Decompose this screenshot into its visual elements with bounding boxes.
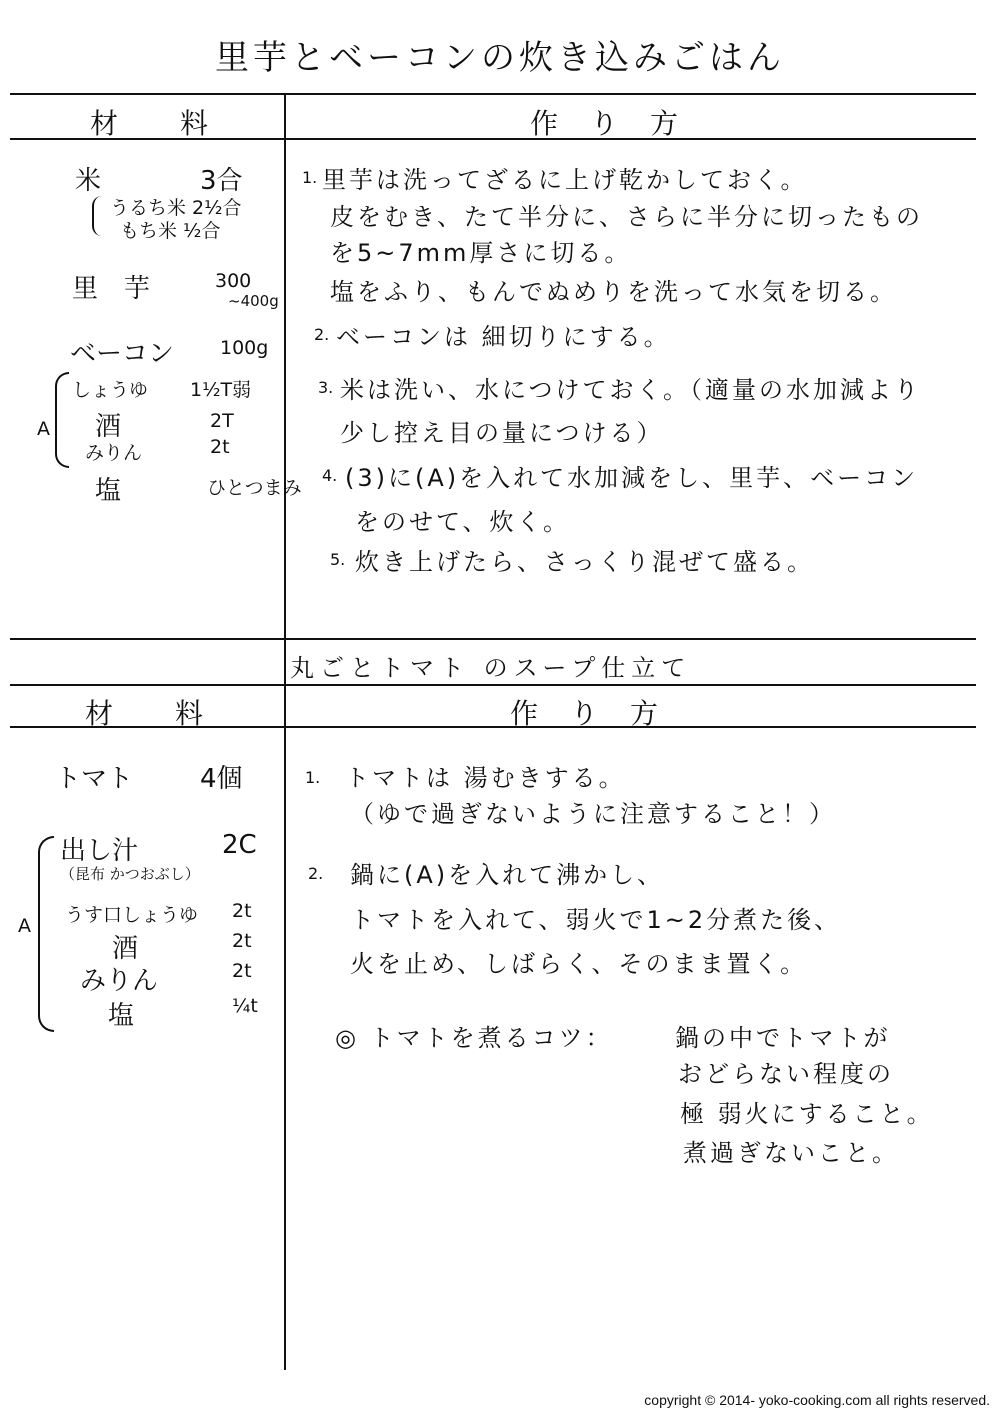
ingredient-name: 出し汁 [60,836,139,866]
group-label: A [37,418,50,440]
ingredient-amount: 2C [222,830,257,860]
step-number: 2. [308,864,324,883]
ingredient-name: みりん [85,442,143,464]
step-line: 里芋は洗ってざるに上げ乾かしておく。 [322,166,808,194]
tip-line: 煮過ぎないこと。 [683,1139,899,1167]
ingredient-amount: 3合 [200,166,243,196]
step-line: 鍋に(A)を入れて沸かし、 [350,861,665,889]
ingredient-name: 酒 [112,934,139,964]
recipe1-title: 里芋とベーコンの炊き込みごはん [215,38,785,78]
ingredient-name: しょうゆ [72,379,149,401]
ingredient-name: 酒 [95,412,122,442]
divider [10,93,976,95]
step-line: をのせて、炊く。 [355,508,571,536]
step-line: トマトを入れて、弱火で1~2分煮た後、 [350,906,842,934]
step-line: 米は洗い、水につけておく。（適量の水加減より [340,376,922,404]
divider [10,684,976,686]
step-line: トマトは 湯むきする。 [345,764,626,792]
ingredient-amount: 2t [232,900,252,922]
step-line: (3)に(A)を入れて水加減をし、里芋、ベーコン [345,464,919,492]
ingredient-amount: 2t [232,930,252,952]
ingredient-name: みりん [80,966,159,996]
step-number: 1. [302,168,318,187]
method-header: 作 り 方 [510,697,661,730]
tip-label: ◎ トマトを煮るコツ： [335,1024,613,1052]
ingredients-header: 材 料 [85,697,206,730]
tip-line: おどらない程度の [678,1060,894,1088]
ingredient-sub: うるち米 2½合 [110,197,242,219]
ingredient-amount: 2t [210,436,230,458]
brace [38,836,54,1032]
step-line: を5~7mm厚さに切る。 [330,239,632,267]
step-line: （ゆで過ぎないように注意すること！） [350,800,836,828]
tip-line: 鍋の中でトマトが [675,1024,891,1052]
step-line: 炊き上げたら、さっくり混ぜて盛る。 [355,548,814,576]
ingredient-amount: 2t [232,960,252,982]
ingredient-name: トマト [55,764,134,794]
section-divider [10,638,976,640]
ingredient-amount: 300 [215,270,252,292]
step-line: ベーコンは 細切りにする。 [336,323,671,351]
step-number: 1. [305,768,321,787]
ingredients-header: 材 料 [90,107,211,140]
ingredient-name: 塩 [95,476,122,506]
ingredient-name: 塩 [108,1001,135,1031]
group-label: A [18,915,31,937]
ingredient-amount: ひとつまみ [207,477,302,499]
ingredient-note: （昆布 かつおぶし） [60,865,200,883]
column-divider [284,640,286,1370]
ingredient-amount: ~400g [228,292,279,310]
ingredient-amount: 100g [220,337,269,359]
step-line: 火を止め、しばらく、そのまま置く。 [350,950,808,978]
bracket [92,196,104,236]
step-line: 塩をふり、もんでぬめりを洗って水気を切る。 [330,278,897,306]
ingredient-name: ベーコン [70,339,175,369]
ingredient-amount: ¼t [232,995,258,1017]
method-header: 作 り 方 [530,107,681,140]
ingredient-amount: 2T [210,410,234,432]
step-number: 4. [322,466,338,485]
step-line: 少し控え目の量につける） [340,419,664,447]
ingredient-name: うす口しょうゆ [65,904,199,926]
column-divider [284,93,286,640]
tip-line: 極 弱火にすること。 [680,1100,934,1128]
ingredient-amount: 1½T弱 [190,379,252,401]
ingredient-sub: もち米 ½合 [120,220,221,242]
step-line: 皮をむき、たて半分に、さらに半分に切ったもの [330,203,924,231]
recipe2-title: 丸ごとトマト のスープ仕立て [290,654,692,682]
step-number: 2. [314,325,330,344]
step-number: 5. [330,550,346,569]
copyright-footer: copyright © 2014- yoko-cooking.com all rights reserved. [644,1392,990,1408]
ingredient-name: 米 [75,166,102,196]
ingredient-name: 里 芋 [72,274,151,304]
brace [55,372,69,468]
step-number: 3. [318,378,334,397]
ingredient-amount: 4個 [200,764,243,794]
